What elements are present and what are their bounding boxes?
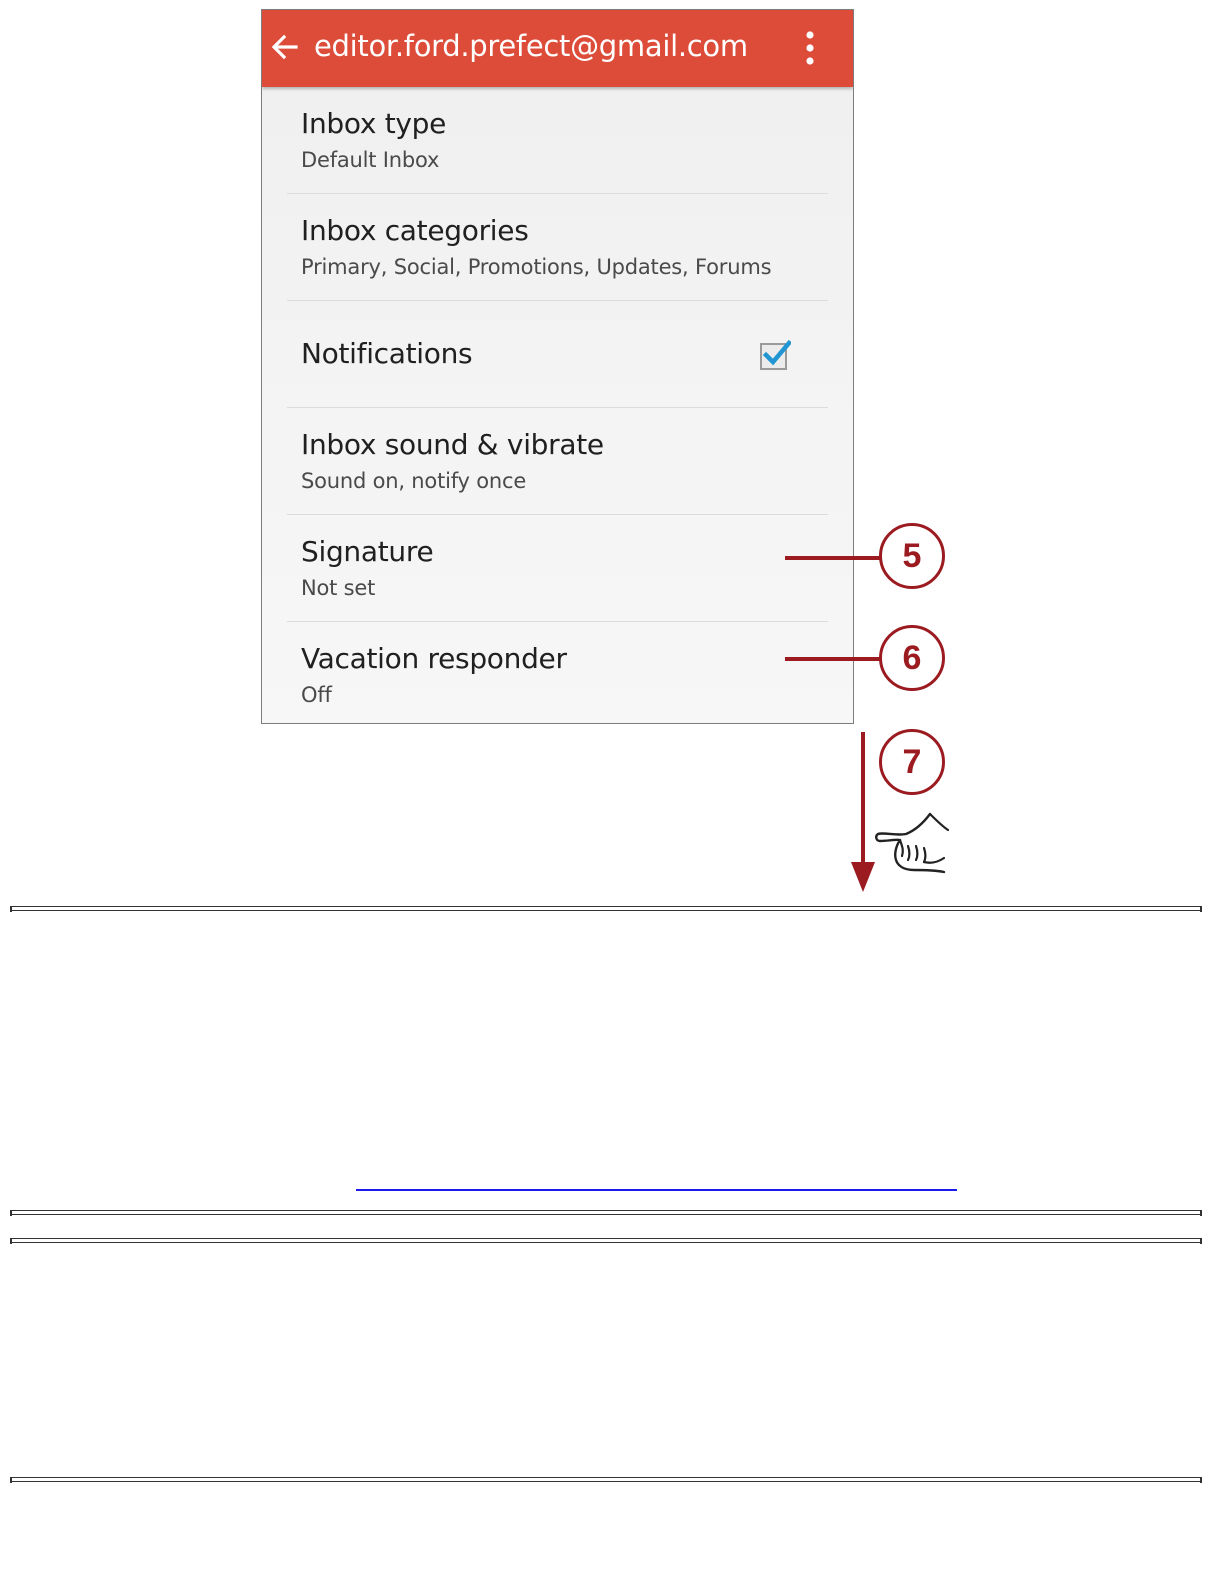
swipe-hand-icon	[872, 806, 952, 878]
gmail-account-settings-screen	[261, 9, 854, 724]
setting-inbox-type[interactable]	[262, 87, 853, 194]
callout-6-line	[785, 657, 880, 661]
setting-title: Signature	[301, 535, 434, 568]
horizontal-rule	[10, 1238, 1202, 1244]
notifications-checkbox[interactable]	[759, 339, 791, 371]
setting-vacation-responder[interactable]	[262, 622, 853, 724]
settings-list	[262, 87, 853, 724]
app-bar	[262, 10, 853, 87]
setting-title: Inbox type	[301, 107, 447, 140]
setting-notifications[interactable]	[262, 301, 853, 408]
setting-title: Inbox sound & vibrate	[301, 428, 604, 461]
account-email-title: editor.ford.prefect@gmail.com	[314, 29, 748, 63]
callout-5-line	[785, 556, 880, 560]
setting-subtitle: Primary, Social, Promotions, Updates, Forums	[301, 255, 772, 279]
setting-subtitle: Sound on, notify once	[301, 469, 527, 493]
hyperlink-underline[interactable]	[356, 1189, 957, 1191]
callout-5-badge: 5	[879, 523, 945, 589]
arrow-back-icon[interactable]	[268, 30, 302, 64]
setting-subtitle: Default Inbox	[301, 148, 440, 172]
setting-title: Inbox categories	[301, 214, 529, 247]
setting-title: Vacation responder	[301, 642, 567, 675]
setting-signature[interactable]	[262, 515, 853, 622]
more-vert-icon[interactable]	[796, 28, 824, 68]
horizontal-rule	[10, 1210, 1202, 1216]
setting-subtitle: Off	[301, 683, 332, 707]
setting-subtitle: Not set	[301, 576, 376, 600]
horizontal-rule	[10, 906, 1202, 912]
horizontal-rule	[10, 1477, 1202, 1483]
callout-6-badge: 6	[879, 625, 945, 691]
setting-inbox-sound-vibrate[interactable]	[262, 408, 853, 515]
setting-title: Notifications	[301, 337, 473, 370]
callout-7-badge: 7	[879, 729, 945, 795]
setting-inbox-categories[interactable]	[262, 194, 853, 301]
